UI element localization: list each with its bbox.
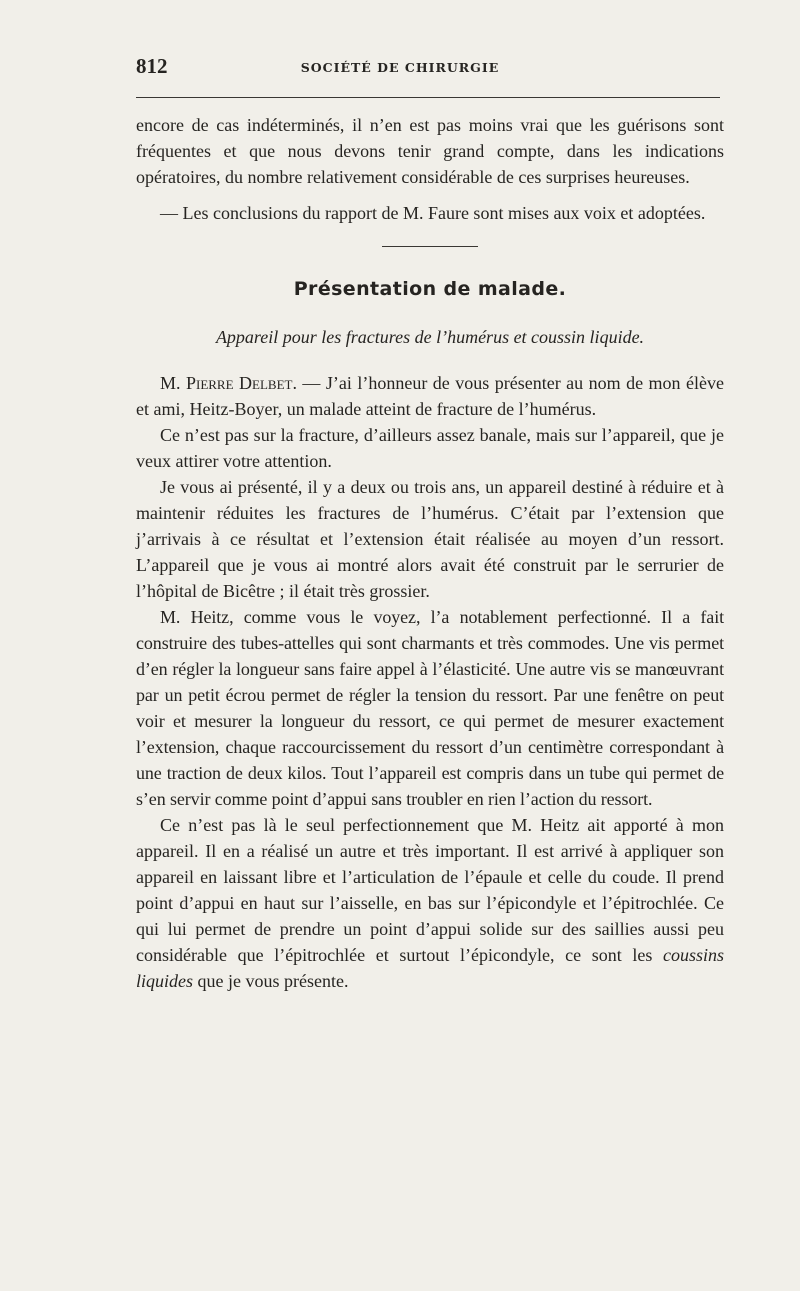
coussins-text: Ce n’est pas là le seul perfectionnement que M. Heitz ait apporté à mon appareil. Il en a réalisé un autre et très important. Il est arrivé à appliquer son appareil en laissant libre et l’articulation de l’épaule et celle du coude. Il prend point d’appui en haut sur l’aisselle, en bas sur l’épicondyle et l’épitrochlée. Ce qui lui permet de prendre un point d’appui solide sur des saillies aussi peu considérable que l’épitrochlée et surtout l’épicondyle, ce sont les	[136, 815, 724, 965]
page-body	[136, 112, 724, 994]
paragraph-improvements: M. Heitz, comme vous le voyez, l’a notablement perfectionné. Il a fait construire des tubes-attelles qui sont charmants et très commodes. Une vis permet d’en régler la longueur sans faire appel à l’élasticité. Une autre vis se manœuvrant par un petit écrou permet de régler la tension du ressort. Par une fenêtre on peut voir et mesurer la longueur du ressort, ce qui permet de mesurer exactement l’extension, chaque raccourcissement du ressort d’un centimètre correspondant à une traction de deux kilos. Tout l’appareil est compris dans un tube qui permet de s’en servir comme point d’appui sans troubler en rien l’action du ressort.	[136, 607, 724, 809]
section-heading: Présentation de malade.	[293, 278, 567, 300]
section-subtitle: Appareil pour les fractures de l’humérus et coussin liquide.	[215, 327, 645, 347]
paragraph-conclusions: — Les conclusions du rapport de M. Faure sont mises aux voix et adoptées.	[160, 203, 706, 223]
paragraph-coussins	[136, 812, 724, 994]
paragraph-delbet-intro	[136, 370, 724, 422]
paragraph-history: Je vous ai présenté, il y a deux ou trois ans, un appareil destiné à réduire et à maintenir réduites les fractures de l’humérus. C’était par l’extension que j’arrivais à ce résultat et l’extension était réalisée au moyen d’un ressort. L’appareil que je vous ai montré alors avait été construit par le serrurier de l’hôpital de Bicêtre ; il était très grossier.	[136, 477, 724, 601]
speaker-name: Pierre Delbet	[185, 373, 293, 393]
intro-text: . — J’ai l’honneur de vous présenter au nom de mon élève et ami, Heitz-Boyer, un malade atteint de fracture de l’humérus.	[136, 373, 724, 419]
section-divider	[382, 246, 478, 247]
header-rule	[136, 97, 720, 98]
coussins-end: que je vous présente.	[193, 971, 349, 991]
honorific: M.	[160, 373, 186, 393]
paragraph-continuation: encore de cas indéterminés, il n’en est pas moins vrai que les guérisons sont fréquentes et que nous devons tenir grand compte, dans les indications opératoires, du nombre relativement considérable de ces surprises heureuses.	[136, 115, 724, 187]
coussins-term: coussins liquides	[136, 945, 724, 991]
running-head: SOCIÉTÉ DE CHIRURGIE	[300, 60, 500, 75]
paragraph-appareil: Ce n’est pas sur la fracture, d’ailleurs assez banale, mais sur l’appareil, que je veux attirer votre attention.	[136, 425, 724, 471]
page-number: 812	[136, 54, 168, 78]
